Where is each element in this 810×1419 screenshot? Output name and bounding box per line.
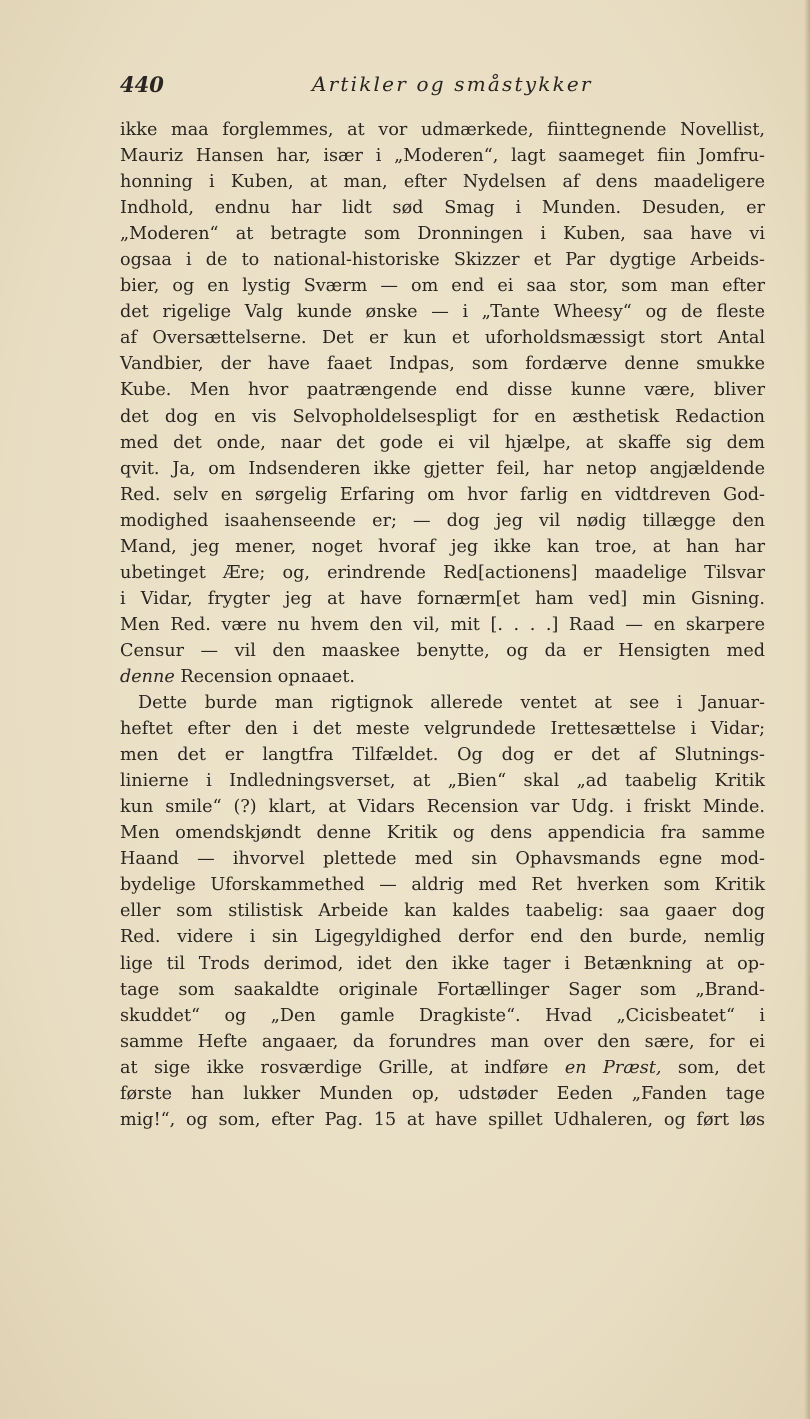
text-line xyxy=(120,351,765,377)
text-line-content: bydelige Uforskammethed — aldrig med Ret hverken som Kritik xyxy=(120,875,765,896)
text-line xyxy=(120,195,765,221)
text-line xyxy=(120,430,765,456)
text-line-content: „Moderen“ at betragte som Dronningen i Kuben, saa have vi xyxy=(120,224,765,245)
text-line-content: Mand, jeg mener, noget hvoraf jeg ikke kan troe, at han har xyxy=(120,536,765,557)
text-line-content: honning i Kuben, at man, efter Nydelsen af dens maadeligere xyxy=(120,172,765,193)
text-line xyxy=(120,560,765,586)
text-line xyxy=(120,273,765,299)
text-line-content: Red. selv en sørgelig Erfaring om hvor farlig en vidtdreven God- xyxy=(120,484,765,505)
text-line-content: første han lukker Munden op, udstøder Eeden „Fanden tage xyxy=(120,1083,765,1104)
text-line xyxy=(120,638,765,664)
text-line-content: modighed isaahenseende er; — dog jeg vil nødig tillægge den xyxy=(120,510,765,531)
page-number: 440 xyxy=(120,72,164,97)
running-title: Artikler og småstykker xyxy=(312,72,593,96)
page-edge-shadow xyxy=(804,0,810,1419)
text-line-content: af Oversættelserne. Det er kun et uforholdsmæssigt stort Antal xyxy=(120,328,765,349)
text-line-content: med det onde, naar det gode ei vil hjælpe, at skaffe sig dem xyxy=(120,432,765,453)
text-line-content: mig!“, og som, efter Pag. 15 at have spillet Udhaleren, og ført løs xyxy=(120,1109,765,1130)
text-line-content: linierne i Indledningsverset, at „Bien“ skal „ad taabelig Kritik xyxy=(120,771,765,792)
text-line-content: Recension opnaaet. xyxy=(174,666,356,687)
text-line-content: lige til Trods derimod, idet den ikke tager i Betænkning at op- xyxy=(120,953,765,974)
text-line xyxy=(120,1029,765,1055)
text-line xyxy=(120,508,765,534)
text-line-content: skuddet“ og „Den gamle Dragkiste“. Hvad „Cicisbeatet“ i xyxy=(120,1005,765,1026)
text-line-content: Dette burde man rigtignok allerede ventet at see i Januar- xyxy=(138,693,765,714)
text-line xyxy=(120,169,765,195)
text-line xyxy=(120,247,765,273)
text-line-content: Censur — vil den maaskee benytte, og da er Hensigten med xyxy=(120,640,765,661)
text-line xyxy=(120,404,765,430)
text-line xyxy=(120,586,765,612)
text-line xyxy=(120,820,765,846)
text-line xyxy=(120,612,765,638)
text-line-content: det dog en vis Selvopholdelsespligt for en æsthetisk Redaction xyxy=(120,406,765,427)
text-line xyxy=(120,482,765,508)
text-line xyxy=(120,534,765,560)
text-line xyxy=(120,977,765,1003)
text-line xyxy=(120,846,765,872)
text-line xyxy=(120,325,765,351)
text-line xyxy=(120,1003,765,1029)
text-line-content: heftet efter den i det meste velgrundede Irettesættelse i Vidar; xyxy=(120,719,765,740)
text-line-content: i Vidar, frygter jeg at have fornærm[et ham ved] min Gisning. xyxy=(120,588,765,609)
text-line-content: Haand — ihvorvel plettede med sin Ophavsmands egne mod- xyxy=(120,849,765,870)
body-text xyxy=(120,117,765,1133)
text-line-content: Men omendskjøndt denne Kritik og dens appendicia fra samme xyxy=(120,823,765,844)
text-line xyxy=(120,794,765,820)
text-line-content: det rigelige Valg kunde ønske — i „Tante Wheesy“ og de fleste xyxy=(120,302,765,323)
text-line xyxy=(120,742,765,768)
text-line-content: bier, og en lystig Sværm — om end ei saa stor, som man efter xyxy=(120,276,765,297)
text-line-content: ubetinget Ære; og, erindrende Red[actionens] maadelige Tilsvar xyxy=(120,562,765,583)
text-line-content: samme Hefte angaaer, da forundres man over den sære, for ei xyxy=(120,1031,765,1052)
running-header xyxy=(120,72,765,104)
text-line-content: ogsaa i de to national-historiske Skizzer et Par dygtige Arbeids- xyxy=(120,250,765,271)
text-line-content: Men Red. være nu hvem den vil, mit [. . . .] Raad — en skarpere xyxy=(120,614,765,635)
text-line xyxy=(120,924,765,950)
text-line xyxy=(120,377,765,403)
text-line xyxy=(120,664,765,690)
text-line xyxy=(120,768,765,794)
text-line xyxy=(120,456,765,482)
emphasized-text: denne xyxy=(120,666,175,687)
text-line-content: ikke maa forglemmes, at vor udmærkede, fiinttegnende Novellist, xyxy=(120,120,765,140)
emphasized-text: en Præst, xyxy=(564,1057,662,1078)
text-line-content: eller som stilistisk Arbeide kan kaldes taabelig: saa gaaer dog xyxy=(120,901,765,922)
text-line-content: Red. videre i sin Ligegyldighed derfor end den burde, nemlig xyxy=(120,927,765,948)
text-line xyxy=(120,716,765,742)
text-line xyxy=(120,117,765,143)
text-line-content: Kube. Men hvor paatrængende end disse kunne være, bliver xyxy=(120,380,765,401)
text-line-content: men det er langtfra Tilfældet. Og dog er det af Slutnings- xyxy=(120,745,765,766)
text-line xyxy=(120,221,765,247)
text-line-content: tage som saakaldte originale Fortællinger Sager som „Brand- xyxy=(120,979,765,1000)
text-line-content: at sige ikke rosværdige Grille, at indføre xyxy=(120,1057,565,1078)
text-line-content: Indhold, endnu har lidt sød Smag i Munden. Desuden, er xyxy=(120,198,765,219)
text-line xyxy=(120,1107,765,1133)
text-line xyxy=(120,690,765,716)
text-line xyxy=(120,1055,765,1081)
text-line xyxy=(120,299,765,325)
text-line-content: kun smile“ (?) klart, at Vidars Recension var Udg. i friskt Minde. xyxy=(120,797,765,818)
text-line-content: Vandbier, der have faaet Indpas, som fordærve denne smukke xyxy=(120,354,765,375)
text-line xyxy=(120,898,765,924)
text-line-content: qvit. Ja, om Indsenderen ikke gjetter feil, har netop angjældende xyxy=(120,458,765,479)
text-line xyxy=(120,143,765,169)
text-line xyxy=(120,1081,765,1107)
text-line-content: som, det xyxy=(661,1057,766,1078)
text-line-content: Mauriz Hansen har, især i „Moderen“, lagt saameget fiin Jomfru- xyxy=(120,146,765,167)
text-line xyxy=(120,951,765,977)
text-line xyxy=(120,872,765,898)
